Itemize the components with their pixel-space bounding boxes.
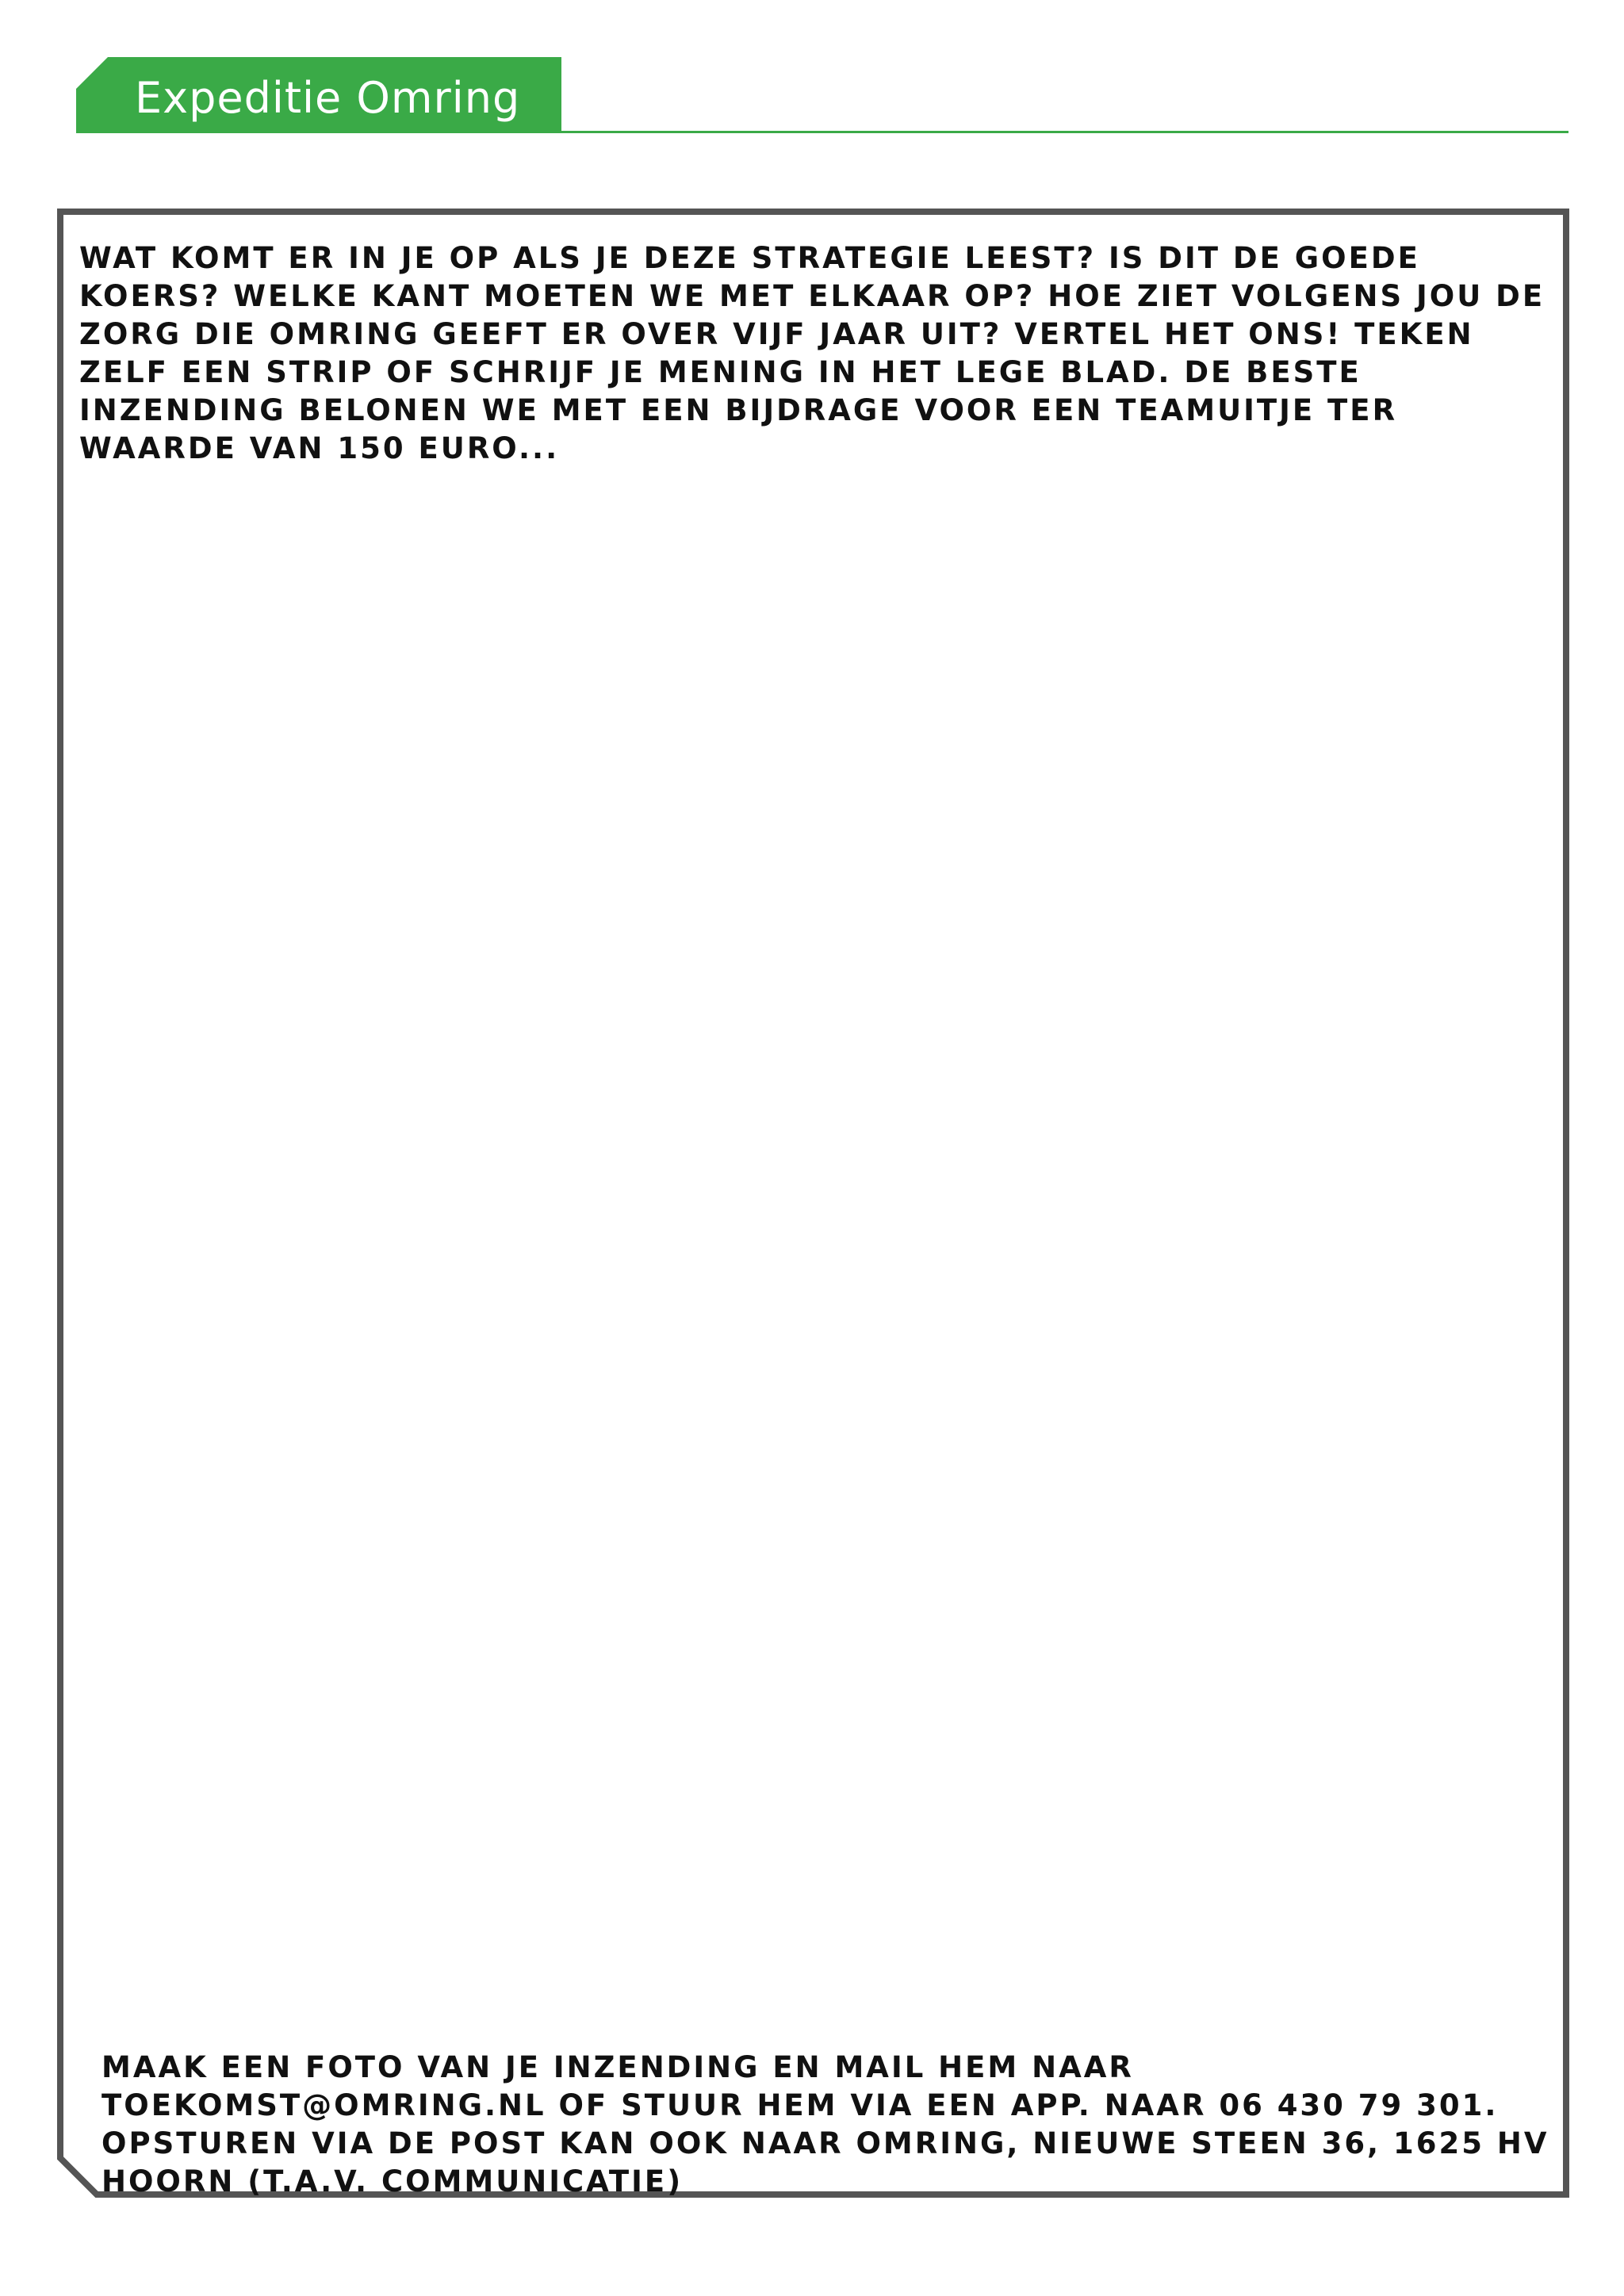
intro-paragraph: WAT KOMT ER IN JE OP ALS JE DEZE STRATEGIE LEEST? IS DIT DE GOEDE KOERS? WELKE KANT MOETEN WE MET ELKAAR OP? HOE ZIET VOLGENS JOU DE ZORG DIE OMRING GEEFT ER OVER VIJF JAAR UIT? VERTEL HET ONS! TEKEN ZELF EEN STRIP OF SCHRIJF JE MENING IN HET LEGE BLAD. DE BESTE INZENDING BELONEN WE MET EEN BIJDRAGE VOOR EEN TEAMUITJE TER WAARDE VAN 150 EURO... — [79, 241, 1545, 465]
submission-instructions: MAAK EEN FOTO VAN JE INZENDING EN MAIL HEM NAAR TOEKOMST@OMRING.NL OF STUUR HEM VIA EEN APP. NAAR 06 430 79 301. OPSTUREN VIA DE POST KAN OOK NAAR OMRING, NIEUWE STEEN 36, 1625 HV HOORN (T.A.V. COMMUNICATIE) — [102, 2050, 1549, 2198]
page-title: Expeditie Omring — [135, 73, 521, 123]
panel-border — [60, 212, 1566, 2195]
